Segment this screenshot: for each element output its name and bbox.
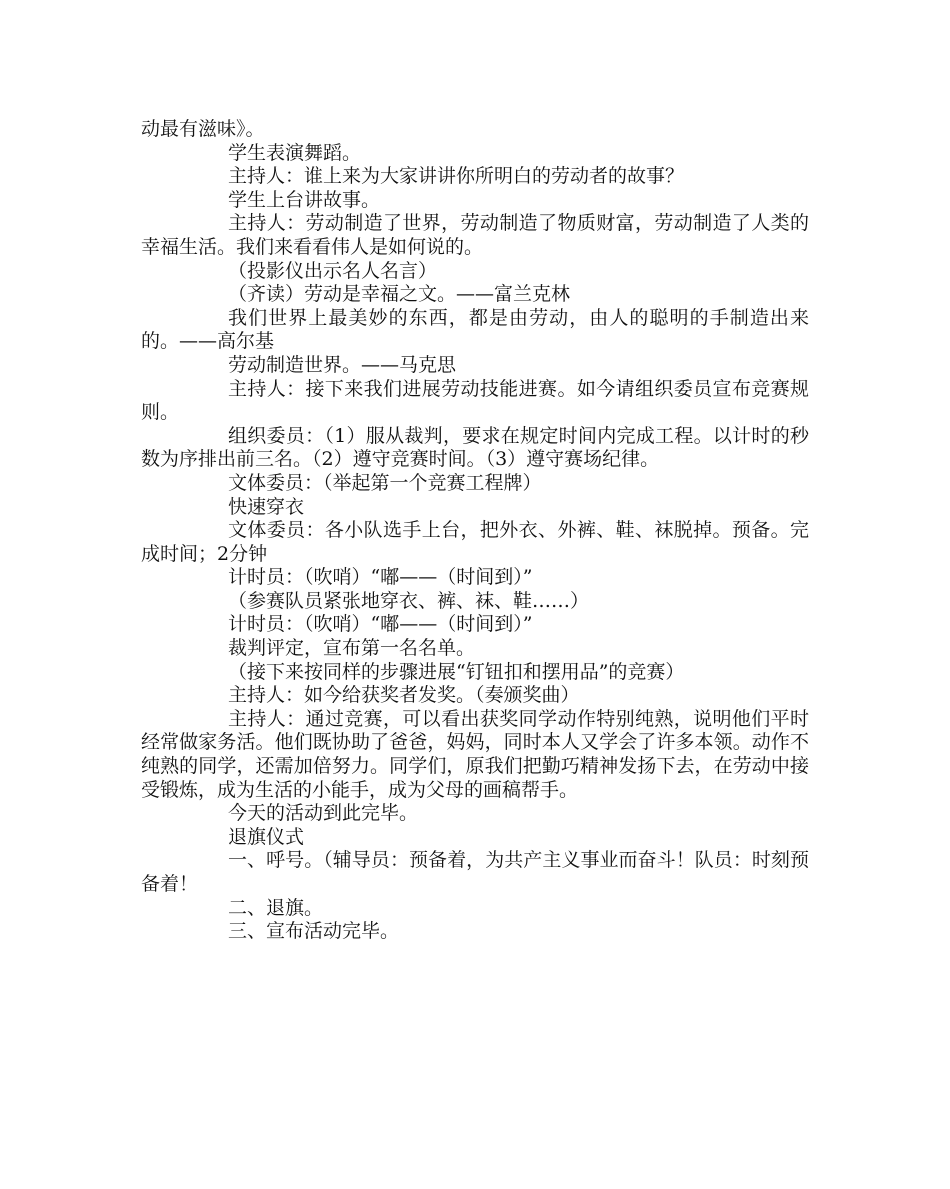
paragraph: 主持人：接下来我们进展劳动技能进赛。如今请组织委员宣布竞赛规则。 [141, 377, 809, 424]
paragraph: 计时员：（吹哨）“嘟——（时间到）” [228, 613, 533, 636]
paragraph: 二、退旗。 [228, 896, 324, 919]
paragraph: 一、呼号。（辅导员：预备着，为共产主义事业而奋斗！队员：时刻预备着！ [141, 849, 809, 895]
paragraph: 组织委员：（1）服从裁判，要求在规定时间内完成工程。以计时的秒数为序排出前三名。（2）遵守竞赛时间。（3）遵守赛场纪律。 [141, 424, 809, 471]
paragraph: 计时员：（吹哨）“嘟——（时间到）” [228, 566, 533, 589]
paragraph: （接下来按同样的步骤进展“钉钮扣和摆用品”的竞赛） [228, 660, 685, 683]
paragraph: 主持人：如今给获奖者发奖。（奏颁奖曲） [228, 684, 580, 707]
paragraph: 主持人：劳动制造了世界，劳动制造了物质财富，劳动制造了人类的幸福生活。我们来看看伟人是如何说的。 [141, 212, 809, 258]
paragraph: 三、宣布活动完毕。 [228, 920, 400, 943]
paragraph: （参赛队员紧张地穿衣、裤、袜、鞋……） [228, 589, 590, 612]
paragraph: 动最有滋味》。 [141, 118, 265, 140]
paragraph: 学生表演舞蹈。 [228, 141, 362, 164]
paragraph: （投影仪出示名人名言） [228, 259, 438, 282]
paragraph: 主持人：谁上来为大家讲讲你所明白的劳动者的故事？ [228, 165, 685, 188]
paragraph: 今天的活动到此完毕。 [228, 802, 419, 825]
paragraph: 学生上台讲故事。 [228, 188, 381, 211]
paragraph: 快速穿衣 [228, 495, 305, 518]
paragraph: 退旗仪式 [228, 825, 305, 848]
paragraph: 文体委员：（举起第一个竞赛工程牌） [228, 471, 542, 494]
paragraph: 主持人：通过竞赛，可以看出获奖同学动作特别纯熟，说明他们平时经常做家务活。他们既协助了爸爸，妈妈，同时本人又学会了许多本领。动作不纯熟的同学，还需加倍努力。同学们，原我们把勤巧精神发扬下去，在劳动中接受锻炼，成为生活的小能手，成为父母的画稿帮手。 [141, 707, 809, 801]
paragraph: 文体委员：各小队选手上台，把外衣、外裤、鞋、袜脱掉。预备。完成时间；2分钟 [141, 519, 809, 565]
paragraph: 劳动制造世界。——马克思 [228, 353, 457, 376]
document-body [141, 118, 809, 944]
paragraph: 我们世界上最美妙的东西，都是由劳动，由人的聪明的手制造出来的。——高尔基 [141, 306, 809, 353]
paragraph: 裁判评定，宣布第一名名单。 [228, 637, 476, 660]
paragraph: （齐读）劳动是幸福之文。——富兰克林 [228, 283, 571, 306]
